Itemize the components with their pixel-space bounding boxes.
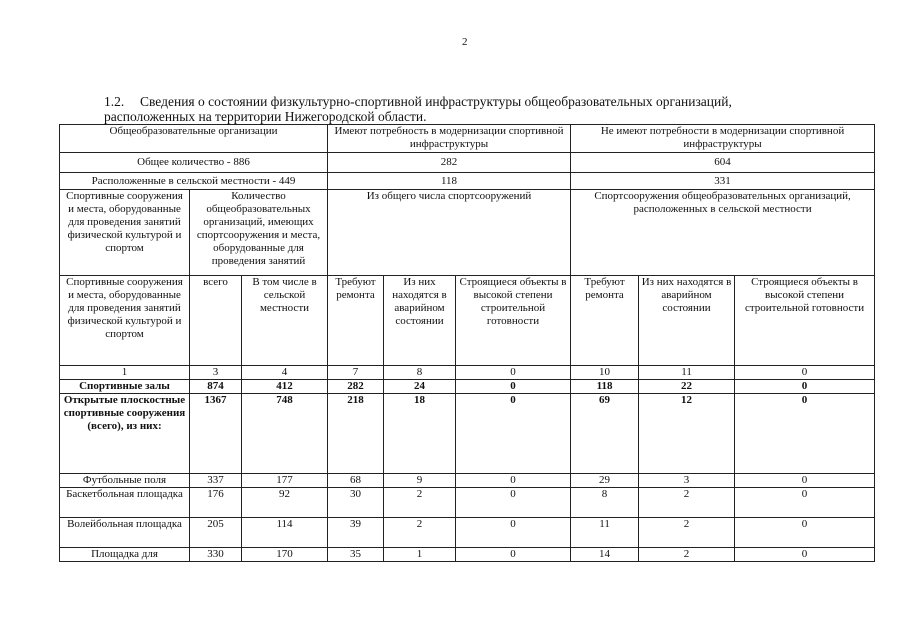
cell-value: 0 [735, 380, 875, 394]
table-row [60, 394, 875, 474]
header-need-modernization: Имеют потребность в модернизации спортивной инфраструктуры [328, 125, 571, 153]
cell-value: 69 [571, 394, 639, 474]
header4-cell: Строящиеся объекты в высокой степени строительной готовности [456, 276, 571, 366]
cell-value: 18 [384, 394, 456, 474]
cell-value: 177 [242, 474, 328, 488]
rural-label: Расположенные в сельской местности - 449 [60, 173, 328, 190]
cell-value: 24 [384, 380, 456, 394]
row-label: Площадка для [60, 548, 190, 562]
cell-value: 114 [242, 518, 328, 548]
header4-cell: Из них находятся в аварийном состоянии [384, 276, 456, 366]
page-number: 2 [462, 36, 468, 48]
cell-value: 30 [328, 488, 384, 518]
cell-value: 39 [328, 518, 384, 548]
header4-cell: Строящиеся объекты в высокой степени строительной готовности [735, 276, 875, 366]
cell-value: 2 [639, 488, 735, 518]
header4-cell: Из них находятся в аварийном состоянии [639, 276, 735, 366]
cell-value: 68 [328, 474, 384, 488]
header4-cell: Требуют ремонта [328, 276, 384, 366]
cell-value: 29 [571, 474, 639, 488]
cell-value: 8 [571, 488, 639, 518]
cell-value: 0 [456, 548, 571, 562]
table-row [60, 488, 875, 518]
cell-value: 330 [190, 548, 242, 562]
cell-value: 205 [190, 518, 242, 548]
section-heading [104, 94, 824, 124]
column-number: 0 [456, 366, 571, 380]
cell-value: 12 [639, 394, 735, 474]
section-number: 1.2. [104, 94, 125, 109]
cell-value: 35 [328, 548, 384, 562]
cell-value: 748 [242, 394, 328, 474]
row-label: Спортивные залы [60, 380, 190, 394]
header-organizations: Общеобразовательные организации [60, 125, 328, 153]
column-number: 8 [384, 366, 456, 380]
table-row [60, 548, 875, 562]
cell-value: 874 [190, 380, 242, 394]
column-number-row [60, 366, 875, 380]
cell-value: 0 [735, 548, 875, 562]
cell-value: 282 [328, 380, 384, 394]
table-row [60, 380, 875, 394]
header3-facilities: Спортивные сооружения и места, оборудованные для проведения занятий физической культурой и спортом [60, 190, 190, 276]
cell-value: 337 [190, 474, 242, 488]
header-row-3 [60, 190, 875, 276]
header-row-1 [60, 125, 875, 153]
cell-value: 170 [242, 548, 328, 562]
section-title: Сведения о состоянии физкультурно-спортивной инфраструктуры общеобразовательных организаций, расположенных на территории Нижегородской области. [104, 94, 732, 124]
cell-value: 2 [639, 548, 735, 562]
header3-org-count: Количество общеобразовательных организаций, имеющих спортсооружения и места, оборудованные для проведения занятий [190, 190, 328, 276]
cell-value: 0 [735, 488, 875, 518]
cell-value: 118 [571, 380, 639, 394]
header4-cell: В том числе в сельской местности [242, 276, 328, 366]
header3-of-total: Из общего числа спортсооружений [328, 190, 571, 276]
cell-value: 0 [456, 488, 571, 518]
total-need: 282 [328, 153, 571, 173]
cell-value: 176 [190, 488, 242, 518]
header4-cell: всего [190, 276, 242, 366]
cell-value: 2 [384, 488, 456, 518]
cell-value: 1 [384, 548, 456, 562]
cell-value: 14 [571, 548, 639, 562]
row-label: Открытые плоскостные спортивные сооружения (всего), из них: [60, 394, 190, 474]
column-number: 0 [735, 366, 875, 380]
cell-value: 2 [639, 518, 735, 548]
header-row-4 [60, 276, 875, 366]
cell-value: 0 [456, 518, 571, 548]
table-row [60, 518, 875, 548]
column-number: 7 [328, 366, 384, 380]
total-noneed: 604 [571, 153, 875, 173]
cell-value: 412 [242, 380, 328, 394]
header4-cell: Спортивные сооружения и места, оборудованные для проведения занятий физической культурой и спортом [60, 276, 190, 366]
cell-value: 0 [735, 474, 875, 488]
cell-value: 0 [456, 474, 571, 488]
column-number: 3 [190, 366, 242, 380]
total-row [60, 153, 875, 173]
row-label: Волейбольная площадка [60, 518, 190, 548]
cell-value: 0 [735, 518, 875, 548]
header4-cell: Требуют ремонта [571, 276, 639, 366]
header3-rural-facilities: Спортсооружения общеобразовательных организаций, расположенных в сельской местности [571, 190, 875, 276]
rural-row [60, 173, 875, 190]
cell-value: 11 [571, 518, 639, 548]
column-number: 11 [639, 366, 735, 380]
infrastructure-table [59, 124, 875, 562]
column-number: 1 [60, 366, 190, 380]
rural-noneed: 331 [571, 173, 875, 190]
row-label: Баскетбольная площадка [60, 488, 190, 518]
cell-value: 0 [456, 394, 571, 474]
total-label: Общее количество - 886 [60, 153, 328, 173]
cell-value: 9 [384, 474, 456, 488]
cell-value: 3 [639, 474, 735, 488]
row-label: Футбольные поля [60, 474, 190, 488]
cell-value: 1367 [190, 394, 242, 474]
column-number: 4 [242, 366, 328, 380]
header-no-need-modernization: Не имеют потребности в модернизации спортивной инфраструктуры [571, 125, 875, 153]
cell-value: 22 [639, 380, 735, 394]
cell-value: 0 [456, 380, 571, 394]
cell-value: 92 [242, 488, 328, 518]
cell-value: 2 [384, 518, 456, 548]
cell-value: 0 [735, 394, 875, 474]
rural-need: 118 [328, 173, 571, 190]
column-number: 10 [571, 366, 639, 380]
cell-value: 218 [328, 394, 384, 474]
table-row [60, 474, 875, 488]
